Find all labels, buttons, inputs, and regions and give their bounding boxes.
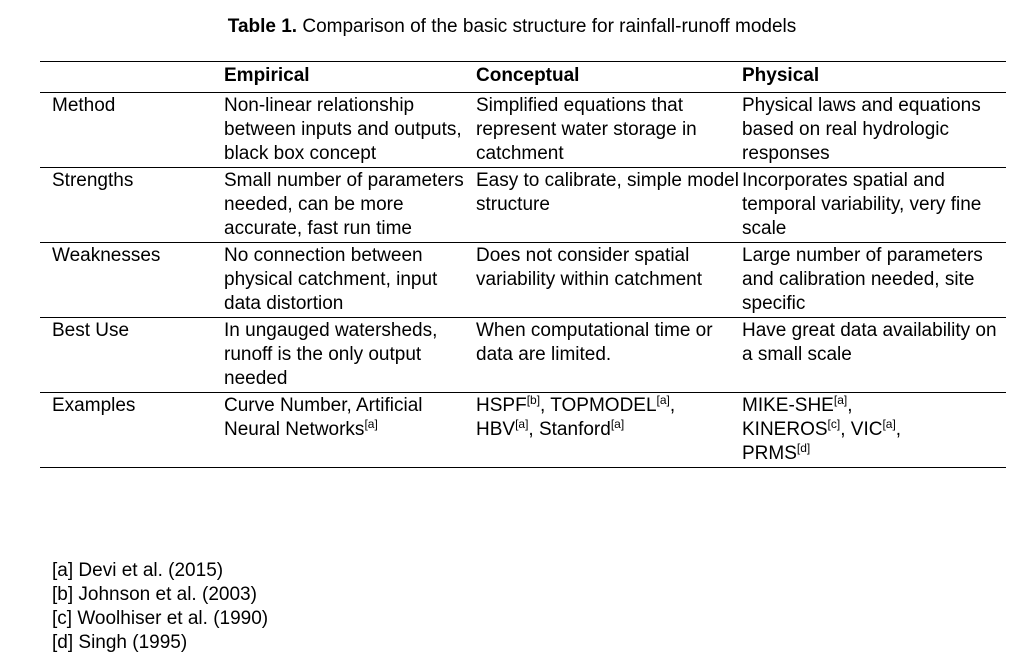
header-empirical: Empirical: [224, 65, 310, 86]
cell-empirical: Small number of parameters needed, can be more accurate, fast run time: [224, 168, 476, 243]
row-label: Method: [40, 93, 224, 168]
example-text: VIC: [850, 419, 883, 440]
citation-ref: [d]: [796, 441, 811, 455]
table-caption: [0, 16, 1024, 38]
row-label: Examples: [40, 393, 224, 468]
example-text: MIKE-SHE: [742, 395, 834, 416]
cell-empirical: [224, 393, 476, 468]
separator: ,: [840, 419, 851, 440]
separator: ,: [540, 395, 551, 416]
separator: ,: [669, 395, 676, 416]
example-text: HBV: [476, 419, 516, 440]
separator: ,: [528, 419, 539, 440]
example-text: Curve Number, Artificial Neural Networks: [224, 395, 423, 440]
cell-empirical: No connection between physical catchment, input data distortion: [224, 243, 476, 318]
footnote: [a] Devi et al. (2015): [52, 560, 224, 581]
cell-physical: Have great data availability on a small scale: [742, 318, 1006, 393]
cell-physical: Large number of parameters and calibration needed, site specific: [742, 243, 1006, 318]
cell-conceptual: [476, 393, 742, 468]
citation-ref: [a]: [656, 393, 670, 407]
footnote: [b] Johnson et al. (2003): [52, 584, 257, 605]
row-label: Weaknesses: [40, 243, 224, 318]
cell-physical: Incorporates spatial and temporal variability, very fine scale: [742, 168, 1006, 243]
footnote: [d] Singh (1995): [52, 632, 188, 653]
example-text: TOPMODEL: [550, 395, 657, 416]
caption-text: Comparison of the basic structure for rainfall-runoff models: [297, 16, 797, 37]
separator: ,: [847, 395, 853, 416]
example-text: Stanford: [538, 419, 611, 440]
header-physical: Physical: [742, 65, 820, 86]
cell-physical: [742, 393, 1006, 468]
cell-conceptual: When computational time or data are limited.: [476, 318, 742, 393]
separator: ,: [895, 419, 902, 440]
citation-ref: [a]: [515, 417, 529, 431]
cell-empirical: In ungauged watersheds, runoff is the only output needed: [224, 318, 476, 393]
table-row: [40, 393, 1006, 468]
citation-ref: [a]: [833, 393, 848, 407]
example-text: KINEROS: [742, 419, 828, 440]
cell-empirical: Non-linear relationship between inputs and outputs, black box concept: [224, 93, 476, 168]
citation-ref: [c]: [827, 417, 841, 431]
cell-physical: Physical laws and equations based on real hydrologic responses: [742, 93, 1006, 168]
header-conceptual: Conceptual: [476, 65, 580, 86]
footnote: [c] Woolhiser et al. (1990): [52, 608, 269, 629]
header-row: [40, 62, 1006, 93]
row-label: Strengths: [40, 168, 224, 243]
table-row: [40, 168, 1006, 243]
cell-conceptual: Simplified equations that represent water storage in catchment: [476, 93, 742, 168]
table-row: [40, 93, 1006, 168]
table-label: Table 1.: [227, 16, 298, 37]
comparison-table: [40, 61, 1006, 468]
header-blank: [40, 62, 224, 93]
cell-conceptual: Does not consider spatial variability within catchment: [476, 243, 742, 318]
footnotes: [52, 559, 268, 655]
row-label: Best Use: [40, 318, 224, 393]
table-row: [40, 318, 1006, 393]
citation-ref: [a]: [610, 417, 625, 431]
citation-ref: [a]: [882, 417, 896, 431]
cell-conceptual: Easy to calibrate, simple model structure: [476, 168, 742, 243]
example-text: PRMS: [742, 443, 797, 464]
example-text: HSPF: [476, 395, 527, 416]
table-row: [40, 243, 1006, 318]
citation-ref: [b]: [526, 393, 541, 407]
citation-ref: [a]: [364, 417, 378, 431]
